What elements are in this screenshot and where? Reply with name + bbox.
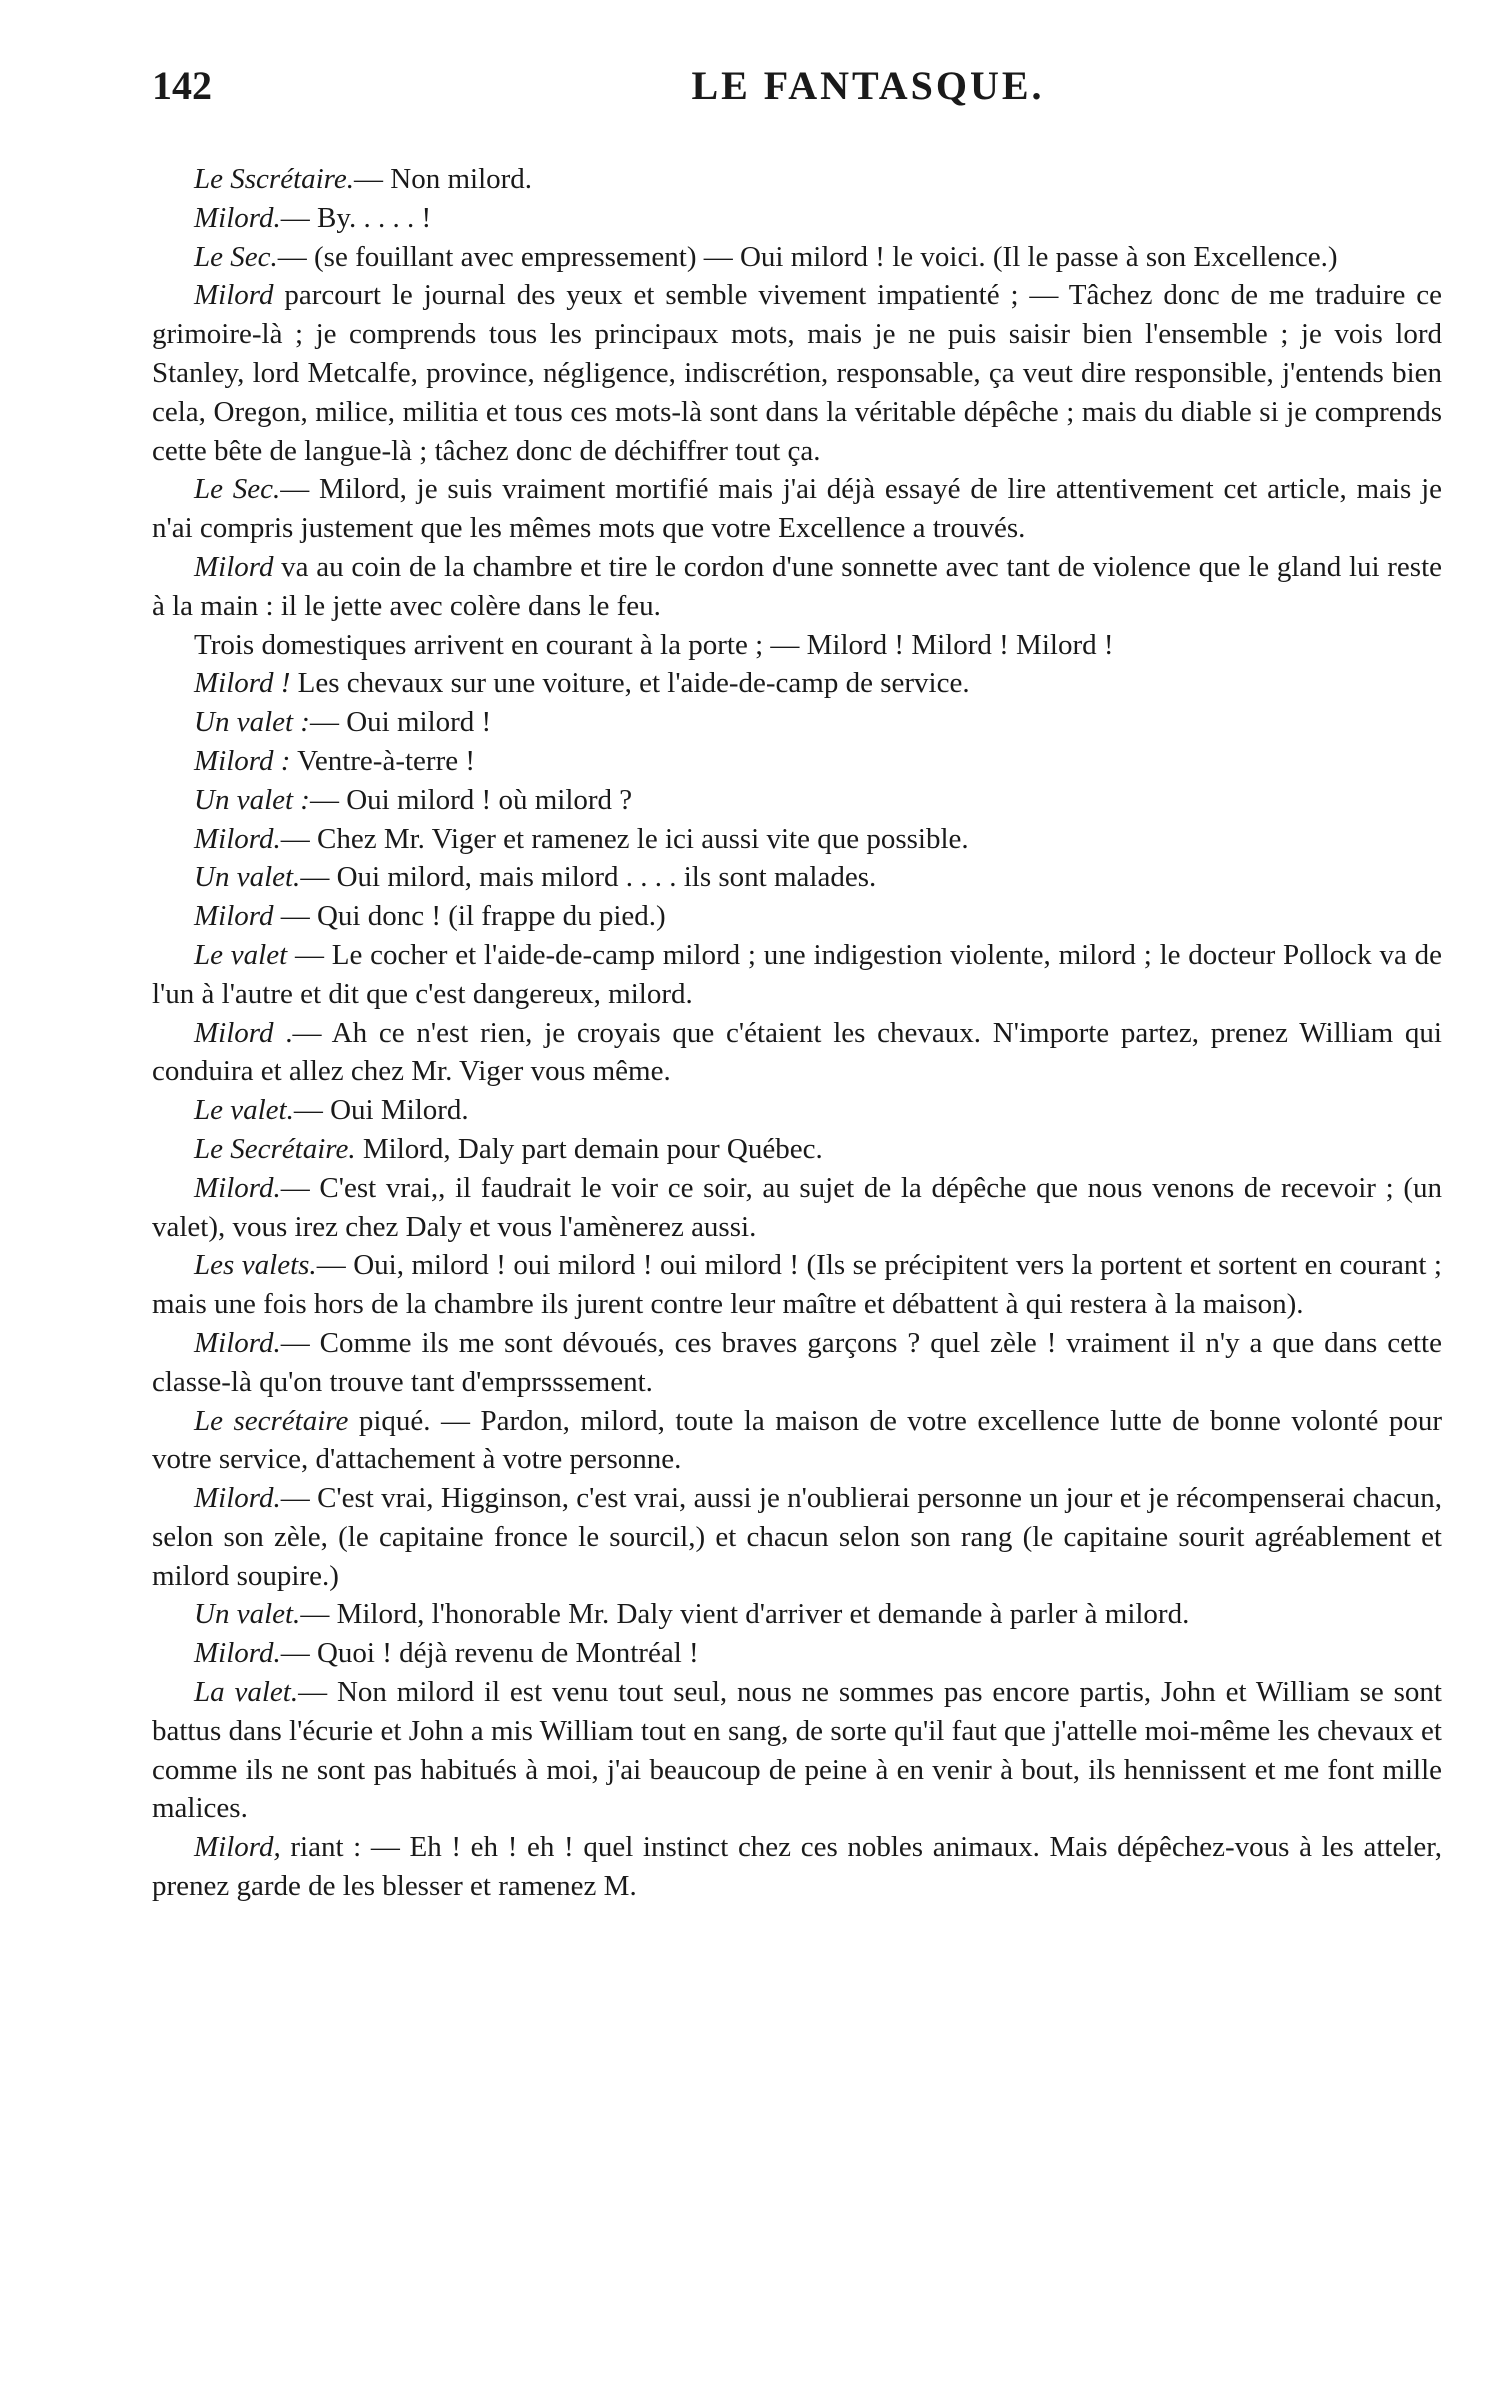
dialogue-paragraph bbox=[152, 1673, 1442, 1828]
dialogue-paragraph bbox=[152, 199, 1442, 238]
paragraph-text: — Le cocher et l'aide-de-camp milord ; une indigestion violente, milord ; le docteur Pollock va de l'un à l'autre et dit que c'est dangereux, milord. bbox=[152, 938, 1442, 1010]
speaker-name: Milord bbox=[194, 279, 274, 312]
speaker-name: Un valet : bbox=[194, 706, 310, 739]
speaker-name: Le valet. bbox=[194, 1094, 294, 1127]
paragraph-text: Les chevaux sur une voiture, et l'aide-de-camp de service. bbox=[290, 667, 970, 700]
dialogue-paragraph bbox=[152, 238, 1442, 277]
speaker-name: Milord : bbox=[194, 744, 291, 777]
paragraph-text: .— Ah ce n'est rien, je croyais que c'étaient les chevaux. N'importe partez, prenez William qui conduira et allez chez Mr. Viger vous même. bbox=[152, 1016, 1442, 1088]
page-number: 142 bbox=[152, 63, 212, 108]
dialogue-paragraph bbox=[152, 1828, 1442, 1906]
speaker-name: Un valet. bbox=[194, 861, 301, 894]
paragraph-text: — C'est vrai, Higginson, c'est vrai, aussi je n'oublierai personne un jour et je récompenserai chacun, selon son zèle, (le capitaine fronce le sourcil,) et chacun selon son rang (le capitaine sourit agréablement et milord soupire.) bbox=[152, 1482, 1442, 1592]
paragraph-text: — Oui, milord ! oui milord ! oui milord ! (Ils se précipitent vers la portent et sortent en courant ; mais une fois hors de la chambre ils jurent contre leur maître et débattent à qui restera à la maison). bbox=[152, 1249, 1442, 1321]
body-text bbox=[152, 160, 1442, 1906]
paragraph-text: Trois domestiques arrivent en courant à la porte ; — Milord ! Milord ! Milord ! bbox=[194, 628, 1114, 661]
paragraph-text: — Chez Mr. Viger et ramenez le ici aussi vite que possible. bbox=[280, 822, 969, 855]
dialogue-paragraph bbox=[152, 742, 1442, 781]
speaker-name: Le Sec. bbox=[194, 240, 278, 273]
speaker-name: Milord bbox=[194, 900, 274, 933]
paragraph-text: — Non milord il est venu tout seul, nous ne sommes pas encore partis, John et William se sont battus dans l'écurie et John a mis William tout en sang, de sorte qu'il faut que j'attelle moi-même les chevaux et comme ils ne sont pas habitués à moi, j'ai beaucoup de peine à en venir à bout, ils hennissent et me font mille malices. bbox=[152, 1676, 1442, 1825]
dialogue-paragraph bbox=[152, 1091, 1442, 1130]
paragraph-text: — Milord, je suis vraiment mortifié mais j'ai déjà essayé de lire attentivement cet article, mais je n'ai compris justement que les mêmes mots que votre Excellence a trouvés. bbox=[152, 473, 1443, 545]
speaker-name: Le Sscrétaire. bbox=[194, 163, 355, 195]
dialogue-paragraph bbox=[152, 1595, 1442, 1634]
speaker-name: Le Sec. bbox=[194, 473, 281, 506]
speaker-name: Milord. bbox=[194, 822, 281, 855]
speaker-name: Milord. bbox=[194, 201, 281, 234]
speaker-name: Milord bbox=[194, 550, 274, 583]
speaker-name: Milord. bbox=[194, 1171, 281, 1204]
dialogue-paragraph bbox=[152, 1324, 1442, 1402]
paragraph-text: parcourt le journal des yeux et semble vivement impatienté ; — Tâchez donc de me traduire ce grimoire-là ; je comprends tous les principaux mots, mais je ne puis saisir bien l'ensemble ; je vois lord Stanley, lord Metcalfe, province, négligence, indiscrétion, responsable, ça veut dire responsible, j'entends bien cela, Oregon, milice, militia et tous ces mots-là sont dans la véritable dépêche ; mais du diable si je comprends cette bête de langue-là ; tâchez donc de déchiffrer tout ça. bbox=[152, 279, 1442, 467]
dialogue-paragraph bbox=[152, 1634, 1442, 1673]
dialogue-paragraph bbox=[152, 1169, 1442, 1247]
paragraph-text: — By. . . . . ! bbox=[280, 201, 432, 234]
paragraph-text: — Quoi ! déjà revenu de Montréal ! bbox=[280, 1637, 699, 1670]
speaker-name: Milord. bbox=[194, 1637, 281, 1670]
speaker-name: La valet. bbox=[194, 1676, 299, 1709]
speaker-name: Un valet. bbox=[194, 1598, 301, 1631]
dialogue-paragraph bbox=[152, 664, 1442, 703]
speaker-name: Milord ! bbox=[194, 667, 291, 700]
speaker-name: Milord. bbox=[194, 1326, 281, 1359]
paragraph-text: — C'est vrai,, il faudrait le voir ce soir, au sujet de la dépêche que nous venons de recevoir ; (un valet), vous irez chez Daly et vous l'amènerez aussi. bbox=[152, 1171, 1442, 1243]
dialogue-paragraph bbox=[152, 1014, 1442, 1092]
speaker-name: Le secrétaire bbox=[194, 1404, 349, 1437]
paragraph-text: — Milord, l'honorable Mr. Daly vient d'arriver et demande à parler à milord. bbox=[300, 1598, 1190, 1631]
paragraph-text: va au coin de la chambre et tire le cordon d'une sonnette avec tant de violence que le gland lui reste à la main : il le jette avec colère dans le feu. bbox=[152, 550, 1442, 622]
dialogue-paragraph bbox=[152, 470, 1442, 548]
paragraph-text: Milord, Daly part demain pour Québec. bbox=[355, 1132, 823, 1165]
speaker-name: Le valet bbox=[194, 938, 288, 971]
dialogue-paragraph bbox=[152, 1130, 1442, 1169]
dialogue-paragraph bbox=[152, 1402, 1442, 1480]
dialogue-paragraph bbox=[152, 626, 1442, 665]
dialogue-paragraph bbox=[152, 858, 1442, 897]
paragraph-text: — Oui Milord. bbox=[293, 1094, 469, 1127]
dialogue-paragraph bbox=[152, 703, 1442, 742]
speaker-name: Le Secrétaire. bbox=[194, 1132, 356, 1165]
paragraph-text: — Qui donc ! (il frappe du pied.) bbox=[273, 900, 666, 933]
speaker-name: Milord bbox=[194, 1016, 274, 1049]
paragraph-text: piqué. — Pardon, milord, toute la maison de votre excellence lutte de bonne volonté pour votre service, d'attachement à votre personne. bbox=[152, 1404, 1442, 1476]
page-header bbox=[148, 62, 1428, 122]
speaker-name: Les valets. bbox=[194, 1249, 317, 1282]
dialogue-paragraph bbox=[152, 1246, 1442, 1324]
paragraph-text: riant : — Eh ! eh ! eh ! quel instinct chez ces nobles animaux. Mais dépêchez-vous à les atteler, prenez garde de les blesser et ramenez M. bbox=[152, 1831, 1442, 1903]
running-title: LE FANTASQUE. bbox=[691, 63, 1045, 108]
dialogue-paragraph bbox=[152, 820, 1442, 859]
paragraph-text: — Non milord. bbox=[354, 163, 533, 195]
dialogue-paragraph bbox=[152, 548, 1442, 626]
paragraph-text: — (se fouillant avec empressement) — Oui milord ! le voici. (Il le passe à son Excellence.) bbox=[277, 240, 1338, 273]
dialogue-paragraph bbox=[152, 160, 1442, 199]
speaker-name: Milord, bbox=[194, 1831, 281, 1864]
paragraph-text: Ventre-à-terre ! bbox=[290, 744, 476, 777]
speaker-name: Un valet : bbox=[194, 783, 310, 816]
dialogue-paragraph bbox=[152, 1479, 1442, 1595]
paragraph-text: — Oui milord ! bbox=[309, 706, 492, 739]
dialogue-paragraph bbox=[152, 897, 1442, 936]
paragraph-text: — Oui milord ! où milord ? bbox=[309, 783, 633, 816]
dialogue-paragraph bbox=[152, 781, 1442, 820]
dialogue-paragraph bbox=[152, 936, 1442, 1014]
paragraph-text: — Comme ils me sont dévoués, ces braves garçons ? quel zèle ! vraiment il n'y a que dans cette classe-là qu'on trouve tant d'emprsssement. bbox=[152, 1326, 1442, 1398]
dialogue-paragraph bbox=[152, 276, 1442, 470]
paragraph-text: — Oui milord, mais milord . . . . ils sont malades. bbox=[300, 861, 877, 894]
speaker-name: Milord. bbox=[194, 1482, 281, 1515]
